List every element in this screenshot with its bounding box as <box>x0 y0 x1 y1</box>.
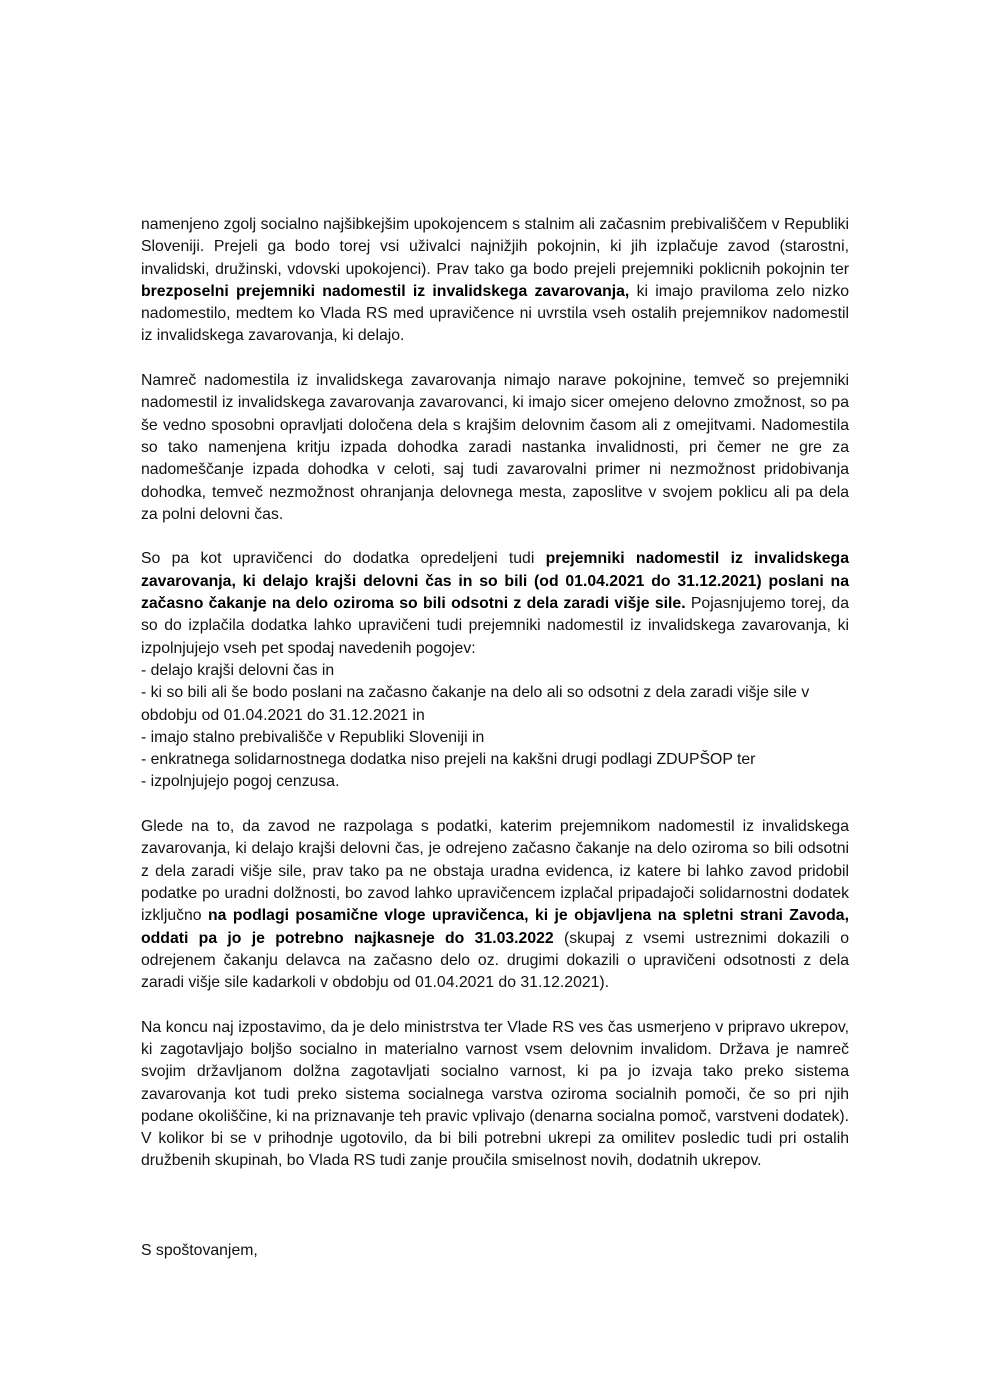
paragraph-conditions <box>141 548 849 793</box>
letter-body <box>141 214 849 1195</box>
bold-text-run: brezposelni prejemniki nadomestil iz invalidskega zavarovanja, <box>141 282 630 300</box>
paragraph-compensation-nature <box>141 370 849 526</box>
list-item: - enkratnega solidarnostnega dodatka niso prejeli na kakšni drugi podlagi ZDUPŠOP ter <box>141 751 756 769</box>
paragraph-eligibility <box>141 214 849 348</box>
list-item: - imajo stalno prebivališče v Republiki Sloveniji in <box>141 728 485 746</box>
text-run: So pa kot upravičenci do dodatka opredeljeni tudi <box>141 550 546 568</box>
conditions-list <box>141 660 849 794</box>
text-run: ki imajo praviloma zelo nizko nadomestilo, medtem ko Vlada RS med upravičence ni uvrstila vseh ostalih prejemnikov nadomestil iz invalidskega zavarovanja, ki delajo. <box>141 282 850 345</box>
closing-salutation: S spoštovanjem, <box>141 1242 258 1259</box>
paragraph-application <box>141 816 849 994</box>
text-run: namenjeno zgolj socialno najšibkejšim upokojencem s stalnim ali začasnim prebivališčem v Republiki Sloveniji. Prejeli ga bodo torej vsi uživalci najnižjih pokojnin, ki jih izplačuje zavod (starostni, invalidski, družinski, vdovski upokojenci). Prav tako ga bodo prejeli prejemniki poklicnih pokojnin ter <box>141 216 849 278</box>
list-item: - delajo krajši delovni čas in <box>141 661 335 679</box>
list-item: - ki so bili ali še bodo poslani na začasno čakanje na delo ali so odsotni z dela zaradi višje sile v obdobju od 01.04.2021 do 31.12.2021 in <box>141 684 810 724</box>
text-run: Glede na to, da zavod ne razpolaga s podatki, katerim prejemnikom nadomestil iz invalidskega zavarovanja, ki delajo krajši delovni čas, je odrejeno začasno čakanje na delo oziroma so bili odsotni z dela zaradi višje sile, prav tako pa ne obstaja uradna evidenca, iz katere bi lahko zavod pridobil podatke po uradni dolžnosti, bo zavod lahko upravičencem izplačal pripadajoči solidarnostni dodatek izključno <box>141 818 849 925</box>
list-item: - izpolnjujejo pogoj cenzusa. <box>141 773 340 791</box>
bold-text-run: prejemniki nadomestil iz invalidskega zavarovanja, ki delajo krajši delovni čas in so bili (od 01.04.2021 do 31.12.2021) poslani na začasno čakanje na delo oziroma so bili odsotni z dela zaradi višje sile. <box>141 550 849 613</box>
text-run: Na koncu naj izpostavimo, da je delo ministrstva ter Vlade RS ves čas usmerjeno v pripravo ukrepov, ki zagotavljajo boljšo socialno in materialno varnost vsem delovnim invalidom. Država je namreč svojim državljanom dolžna zagotavljati socialno varnost, ki pa jo izvaja tako preko sistema zavarovanja kot tudi preko sistema socialnega varstva oziroma socialnih pomoči, če so pri njih podane okoliščine, ki na priznavanje teh pravic vplivajo (denarna socialna pomoč, varstveni dodatek). V kolikor bi se v prihodnje ugotovilo, da bi bili potrebni ukrepi za omilitev posledic tudi pri ostalih družbenih skupinah, bo Vlada RS tudi zanje proučila smiselnost novih, dodatnih ukrepov. <box>141 1018 849 1170</box>
paragraph-conclusion <box>141 1017 849 1173</box>
text-run: Namreč nadomestila iz invalidskega zavarovanja nimajo narave pokojnine, temveč so prejemniki nadomestil iz invalidskega zavarovanja zavarovanci, ki imajo sicer omejeno delovno zmožnost, so pa še vedno sposobni opravljati določena dela s krajšim delovnim časom ali z omejitvami. Nadomestila so tako namenjena kritju izpada dohodka zaradi nastanka invalidnosti, pri čemer ne gre za nadomeščanje izpada dohodka v celoti, saj tudi zavarovalni primer ni nezmožnost pridobivanja dohodka, temveč nezmožnost ohranjanja delovnega mesta, zaposlitve v svojem poklicu ali pa dela za polni delovni čas. <box>141 372 849 523</box>
text-run: (skupaj z vsemi ustreznimi dokazili o odrejenem čakanju delavca na začasno delo oz. drugimi dokazili o upravičeni odsotnosti z dela zaradi višje sile kadarkoli v obdobju od 01.04.2021 do 31.12.2021). <box>141 929 850 992</box>
bold-text-run: na podlagi posamične vloge upravičenca, ki je objavljena na spletni strani Zavoda, oddati pa jo je potrebno najkasneje do 31.03.2022 <box>141 907 849 947</box>
text-run: Pojasnjujemo torej, da so do izplačila dodatka lahko upravičeni tudi prejemniki nadomestil iz invalidskega zavarovanja, ki izpolnjujejo vseh pet spodaj navedenih pogojev: <box>141 595 849 657</box>
